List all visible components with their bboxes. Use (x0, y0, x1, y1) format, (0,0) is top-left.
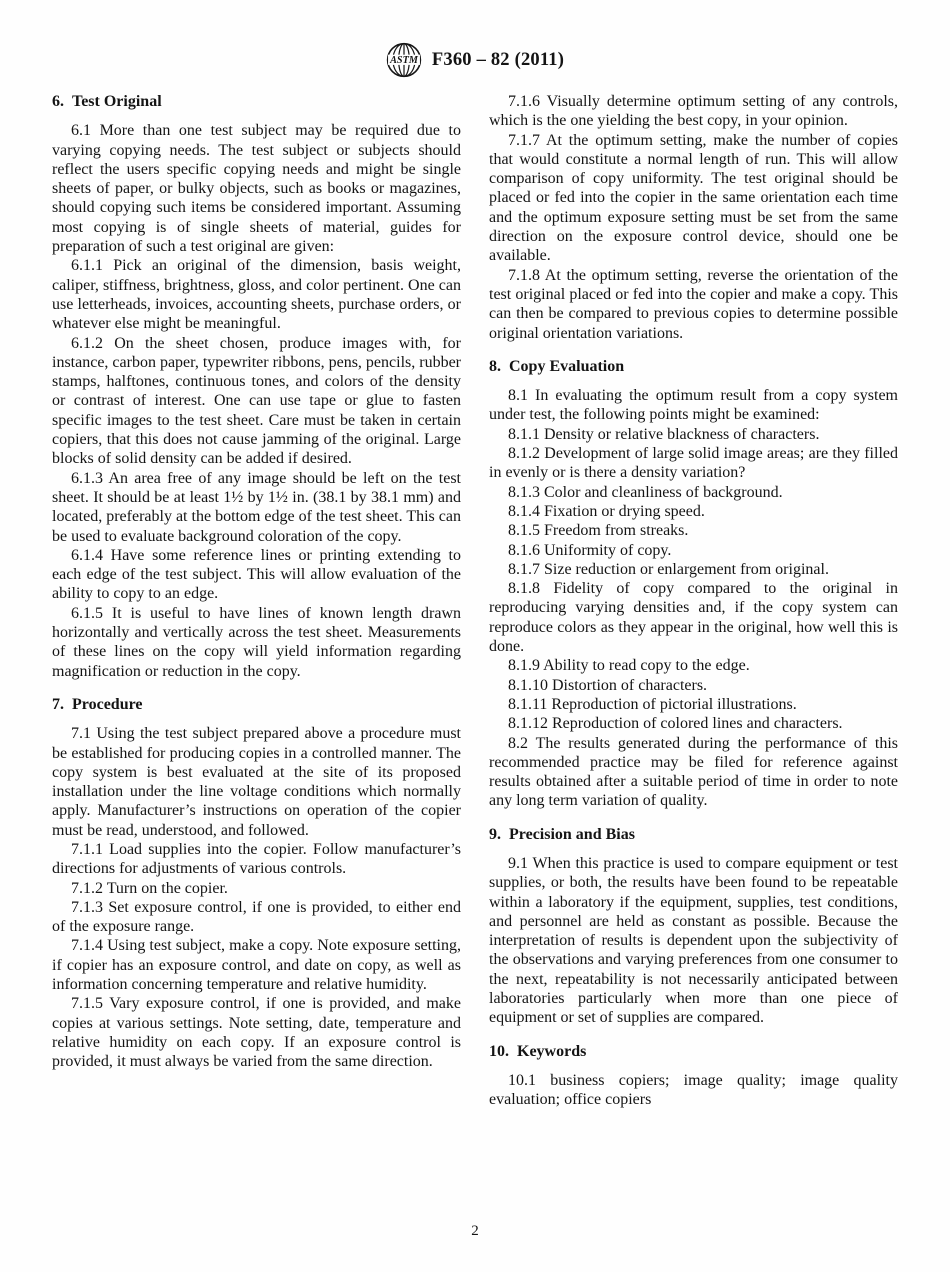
paragraph: 8.1.4 Fixation or drying speed. (508, 502, 705, 520)
paragraph: 6.1.3 An area free of any image should be left on the test sheet. It should be at least 1½ by 1½ in. (38.1 by 38.1 mm) and located, preferably at the bottom edge of the test sheet. This can be used to evaluate background coloration of the copy. (52, 469, 461, 545)
paragraph: 8.1.8 Fidelity of copy compared to the original in reproducing varying densities and, if the copy system can reproduce colors as they appear in the original, how well this is done. (489, 580, 898, 656)
paragraph: 7.1.6 Visually determine optimum setting of any controls, which is the one yielding the best copy, in your opinion. (489, 93, 898, 130)
paragraph: 8.1.5 Freedom from streaks. (508, 522, 689, 540)
paragraph: 9.1 When this practice is used to compare equipment or test supplies, or both, the results have been found to be repeatable within a laboratory if the equipment, supplies, test conditions, and personnel are held as constant as possible. Because the interpretation of results is dependent upon the subjectivity of the observations and varying preferences from one consumer to the next, repeatability is not necessarily anticipated between laboratories particularly when more than one piece of equipment or set of supplies are compared. (489, 854, 898, 1027)
paragraph: 8.1 In evaluating the optimum result from a copy system under test, the following points might be examined: (489, 387, 898, 424)
astm-logo-text: ASTM (389, 54, 418, 66)
paragraph: 8.1.10 Distortion of characters. (508, 676, 708, 694)
paragraph: 7.1.8 At the optimum setting, reverse the orientation of the test original placed or fed into the copier and make a copy. This can then be compared to previous copies to determine possible original orientation variations. (489, 266, 898, 342)
paragraph: 8.1.3 Color and cleanliness of background. (508, 483, 783, 501)
page-footer (0, 1223, 950, 1240)
astm-globe-icon (386, 42, 422, 78)
paragraph: 6.1.1 Pick an original of the dimension, basis weight, caliper, stiffness, brightness, gloss, and color pertinent. One can use letterheads, invoices, accounting sheets, purchase orders, or whatever else might be meaningful. (52, 257, 461, 333)
astm-logo (386, 42, 422, 78)
right-column (489, 92, 898, 1110)
section-heading: 9. Precision and Bias (489, 825, 635, 843)
paragraph: 8.1.11 Reproduction of pictorial illustrations. (508, 695, 797, 713)
paragraph: 8.1.6 Uniformity of copy. (508, 541, 672, 559)
left-column (52, 92, 461, 1110)
paragraph: 7.1.7 At the optimum setting, make the number of copies that would constitute a normal length of run. This will allow comparison of copy uniformity. The test original should be placed or fed into the copier in the same orientation each time and the optimum exposure setting must be set from the same direction on the exposure control device, should one be available. (489, 131, 898, 265)
page-number: 2 (471, 1223, 479, 1239)
paragraph: 8.1.1 Density or relative blackness of characters. (508, 425, 820, 443)
section-heading: 7. Procedure (52, 695, 143, 713)
document-header (52, 42, 898, 78)
paragraph: 8.1.7 Size reduction or enlargement from original. (508, 560, 829, 578)
paragraph: 7.1.4 Using test subject, make a copy. Note exposure setting, if copier has an exposure control, and date on copy, as well as information concerning temperature and relative humidity. (52, 937, 461, 994)
paragraph: 6.1 More than one test subject may be required due to varying copying needs. The test subject or subjects should reflect the users specific copying needs and might be single sheets of paper, or bulky objects, such as books or magazines, should copying such items be considered important. Assuming most copying is of single sheets of material, guides for preparation of such a test original are given: (52, 122, 461, 256)
paragraph: 6.1.4 Have some reference lines or printing extending to each edge of the test subject. This will allow evaluation of the ability to copy to an edge. (52, 546, 461, 603)
paragraph: 7.1.1 Load supplies into the copier. Follow manufacturer’s directions for adjustments of various controls. (52, 840, 461, 878)
paragraph: 8.1.2 Development of large solid image areas; are they filled in evenly or is there a density variation? (489, 445, 898, 482)
paragraph: 6.1.2 On the sheet chosen, produce images with, for instance, carbon paper, typewriter ribbons, pens, pencils, rubber stamps, halftones, continuous tones, and colors of the density or contrast of interest. One can use tape or glue to fasten specific images to the test sheet. Care must be taken in certain copiers, that this does not cause jamming of the original. Large blocks of solid density can be added if desired. (52, 334, 461, 468)
paragraph: 7.1.3 Set exposure control, if one is provided, to either end of the exposure range. (52, 898, 461, 936)
paragraph: 7.1.5 Vary exposure control, if one is provided, and make copies at various settings. Note setting, date, temperature and relative humidity on each copy. If an exposure control is provided, it must always be varied from the same direction. (52, 995, 461, 1071)
paragraph: 6.1.5 It is useful to have lines of known length drawn horizontally and vertically across the test sheet. Measurements of these lines on the copy will yield information regarding magnification or reduction in the copy. (52, 604, 461, 680)
paragraph: 8.1.12 Reproduction of colored lines and characters. (508, 715, 843, 733)
section-heading: 6. Test Original (52, 93, 162, 110)
paragraph: 7.1.2 Turn on the copier. (71, 879, 228, 897)
paragraph: 7.1 Using the test subject prepared above a procedure must be established for producing copies in a controlled manner. The copy system is best evaluated at the site of its proposed installation under the line voltage conditions which normally apply. Manufacturer’s instructions on operation of the copier must be read, understood, and followed. (52, 725, 461, 839)
document-code: F360 – 82 (2011) (431, 49, 565, 70)
section-heading: 8. Copy Evaluation (489, 357, 625, 375)
paragraph: 8.1.9 Ability to read copy to the edge. (508, 657, 750, 675)
section-heading: 10. Keywords (489, 1042, 587, 1060)
paragraph: 10.1 business copiers; image quality; image quality evaluation; office copiers (489, 1071, 898, 1109)
two-column-body (52, 92, 898, 1110)
paragraph: 8.2 The results generated during the performance of this recommended practice may be filed for reference against results obtained after a suitable period of time in order to note any long term variation of quality. (489, 734, 898, 810)
